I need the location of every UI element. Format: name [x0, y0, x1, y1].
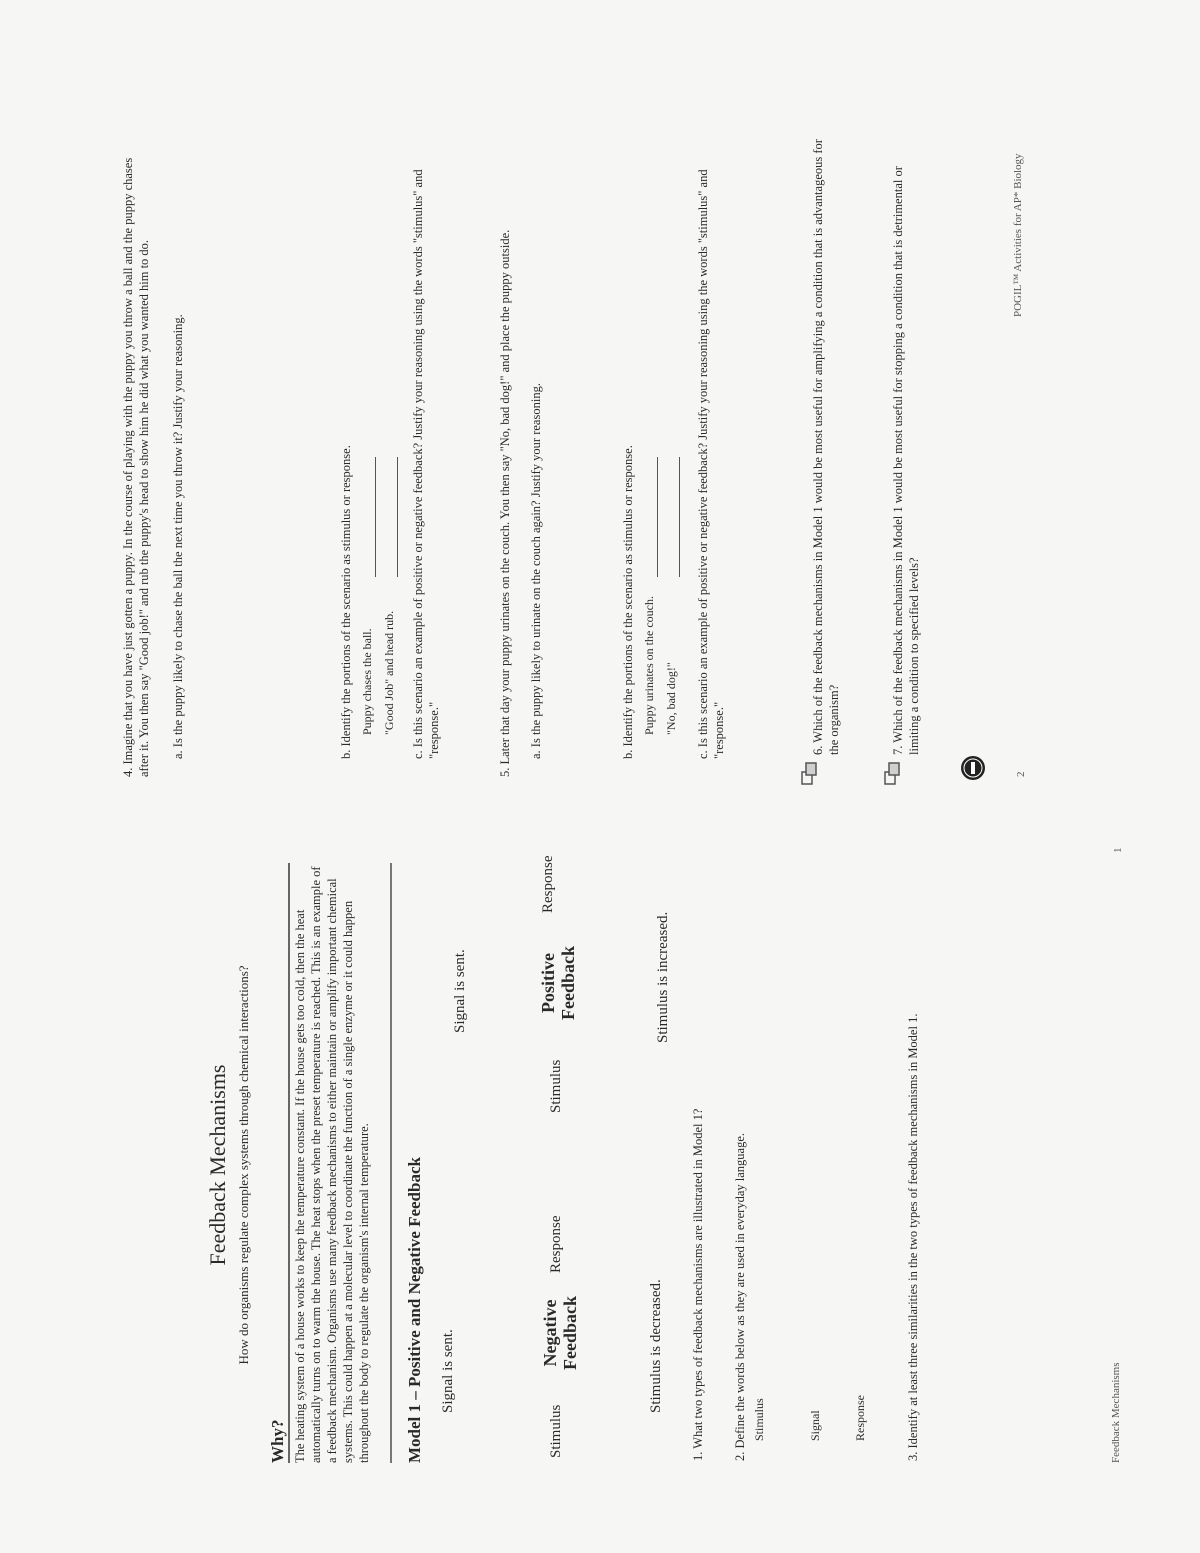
negative-response-label: Response	[548, 1215, 564, 1273]
positive-response-label: Response	[540, 855, 556, 913]
question-4c: c. Is this scenario an example of positive or negative feedback? Justify your reasoning using the words "stimulus" and "response."	[411, 169, 441, 759]
why-bottom-rule	[390, 863, 392, 1463]
q5b-item-1: Puppy urinates on the couch.	[642, 596, 656, 735]
page-1	[0, 777, 1200, 1553]
question-4: 4. Imagine that you have just gotten a puppy. In the course of playing with the puppy you throw a ball and the puppy chases after it. You then say "Good job!" and rub the puppy's head to show him he did what you wanted him to do.	[121, 157, 151, 777]
footer-page-2: 2	[1015, 771, 1027, 777]
why-rule	[288, 863, 290, 1463]
negative-signal-label: Signal is sent.	[440, 1329, 456, 1413]
question-2: 2. Define the words below as they are used in everyday language.	[733, 1132, 747, 1461]
positive-result-label: Stimulus is increased.	[655, 911, 671, 1043]
question-6: 6. Which of the feedback mechanisms in Model 1 would be most useful for amplifying a condition that is advantageous for the organism?	[811, 139, 841, 755]
group-discussion-icon	[800, 759, 818, 785]
q5b-item-2: "No, bad dog!"	[664, 662, 678, 735]
term-stimulus: Stimulus	[752, 1398, 766, 1441]
stop-badge-icon	[960, 755, 986, 781]
negative-result-label: Stimulus is decreased.	[648, 1279, 664, 1413]
question-4b: b. Identify the portions of the scenario as stimulus or response.	[339, 445, 353, 759]
question-3: 3. Identify at least three similarities in the two types of feedback mechanisms in Model 1.	[906, 1013, 920, 1461]
question-5: 5. Later that day your puppy urinates on the couch. You then say "No, bad dog!" and place the puppy outside.	[498, 229, 512, 777]
footer-left-title: Feedback Mechanisms	[1110, 1362, 1122, 1463]
positive-feedback-label: Positive Feedback	[538, 946, 578, 1020]
positive-stimulus-label: Stimulus	[548, 1059, 564, 1113]
question-4a: a. Is the puppy likely to chase the ball the next time you throw it? Justify your reasoning.	[171, 314, 185, 759]
question-1: 1. What two types of feedback mechanisms are illustrated in Model 1?	[691, 1108, 705, 1461]
q4b-answer-line-2	[397, 457, 398, 577]
why-heading: Why?	[268, 1419, 287, 1463]
footer-right-title: POGIL™ Activities for AP* Biology	[1012, 153, 1024, 317]
question-5a: a. Is the puppy likely to urinate on the couch again? Justify your reasoning.	[529, 383, 543, 759]
positive-signal-label: Signal is sent.	[452, 949, 468, 1033]
why-text: The heating system of a house works to keep the temperature constant. If the house gets too cold, then the heat automatically turns on to warm the house. The heat stops when the preset temperature is reached. This is an example of a feedback mechanism. Organisms use many feedback mechanisms to either maintain or amplify important chemical systems. This could happen at a molecular level to coordinate the function of a single enzyme or it could happen throughout the body to regulate the organism's internal temperature.	[293, 866, 371, 1463]
question-5b: b. Identify the portions of the scenario as stimulus or response.	[621, 445, 635, 759]
page-subtitle: How do organisms regulate complex systems through chemical interactions?	[236, 965, 251, 1365]
question-5c: c. Is this scenario an example of positive or negative feedback? Justify your reasoning using the words "stimulus" and "response."	[696, 169, 726, 759]
q4b-answer-line-1	[375, 457, 376, 577]
footer-page-1: 1	[1112, 847, 1124, 853]
model-heading: Model 1 – Positive and Negative Feedback	[405, 1157, 424, 1463]
term-response: Response	[853, 1395, 867, 1441]
term-signal: Signal	[808, 1410, 822, 1441]
group-discussion-icon	[883, 759, 901, 785]
q4b-item-2: "Good Job" and head rub.	[382, 610, 396, 735]
negative-feedback-label: Negative Feedback	[540, 1296, 580, 1370]
q5b-answer-line-1	[657, 457, 658, 577]
negative-stimulus-label: Stimulus	[548, 1404, 564, 1458]
page-title: Feedback Mechanisms	[205, 1064, 230, 1266]
question-7: 7. Which of the feedback mechanisms in Model 1 would be most useful for stopping a condition that is detrimental or limiting a condition to specified levels?	[891, 166, 921, 755]
q5b-answer-line-2	[679, 457, 680, 577]
q4b-item-1: Puppy chases the ball.	[360, 628, 374, 735]
